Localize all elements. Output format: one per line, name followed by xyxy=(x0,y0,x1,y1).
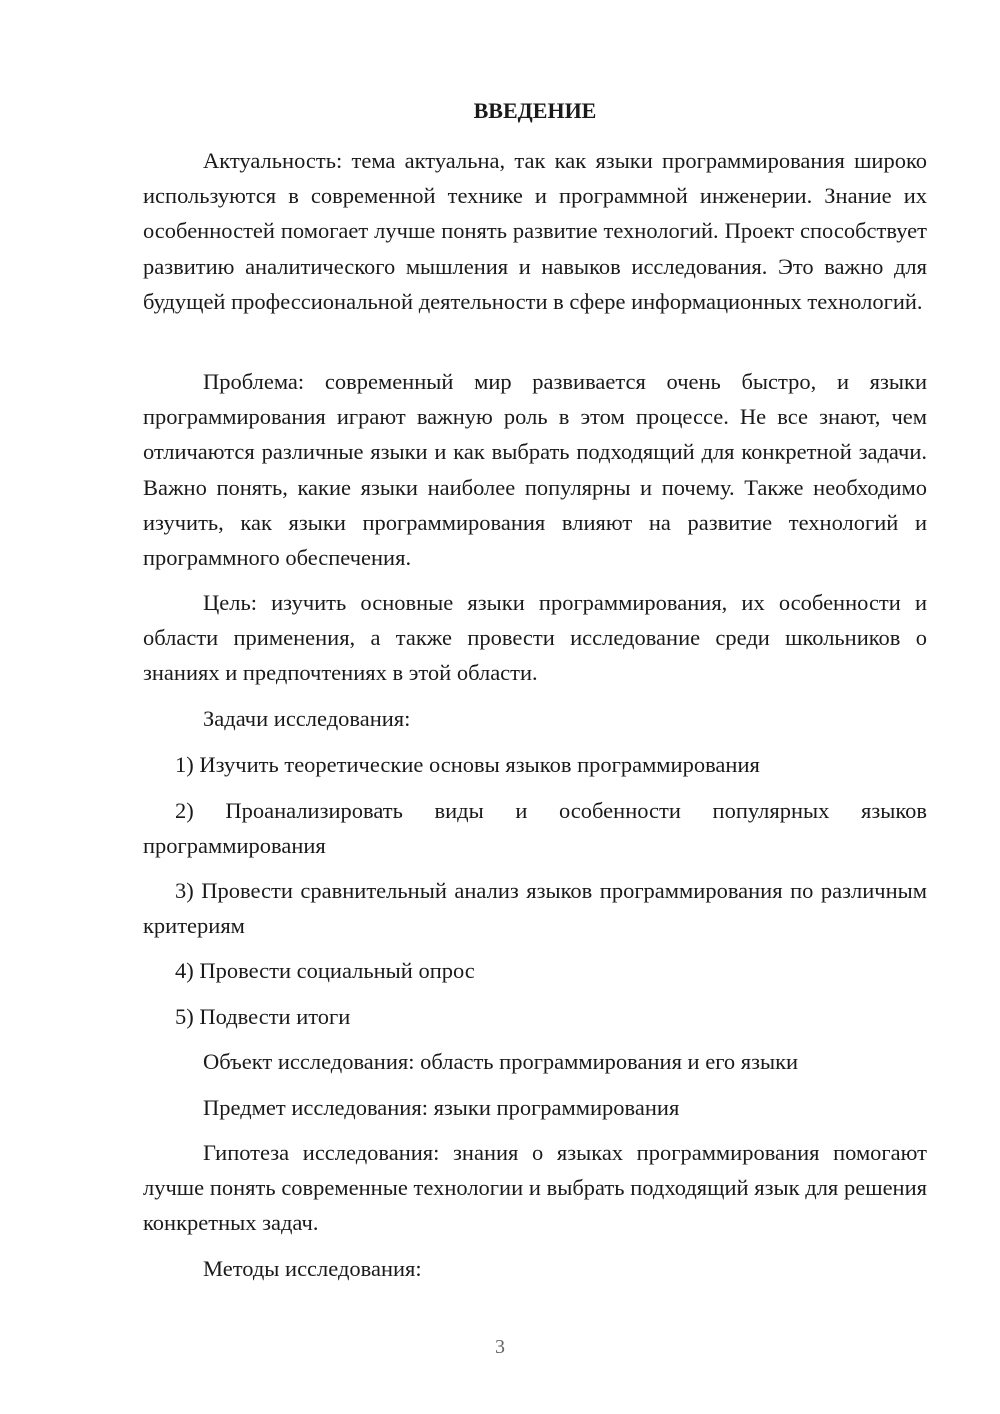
hypothesis-paragraph: Гипотеза исследования: знания о языках программирования помогают лучше понять современные технологии и выбрать подходящий язык для решения конкретных задач. xyxy=(143,1140,927,1236)
task-item-2: 2) Проанализировать виды и особенности популярных языков программирования xyxy=(143,798,927,859)
task-item-1: 1) Изучить теоретические основы языков программирования xyxy=(175,752,760,777)
page-title: ВВЕДЕНИЕ xyxy=(473,98,597,123)
subject-paragraph: Предмет исследования: языки программирования xyxy=(203,1095,680,1120)
task-item-4: 4) Провести социальный опрос xyxy=(175,958,475,983)
problem-paragraph: Проблема: современный мир развивается очень быстро, и языки программирования играют важную роль в этом процессе. Не все знают, чем отличаются различные языки и как выбрать подходящий для конкретной задачи. Важно понять, какие языки наиболее популярны и почему. Также необходимо изучить, как языки программирования влияют на развитие технологий и программного обеспечения. xyxy=(143,369,927,571)
page-number: 3 xyxy=(495,1336,505,1358)
goal-paragraph: Цель: изучить основные языки программирования, их особенности и области применения, а также провести исследование среди школьников о знаниях и предпочтениях в этой области. xyxy=(143,590,927,686)
methods-heading: Методы исследования: xyxy=(203,1256,422,1281)
task-item-5: 5) Подвести итоги xyxy=(175,1004,351,1029)
tasks-heading: Задачи исследования: xyxy=(203,706,411,731)
object-paragraph: Объект исследования: область программирования и его языки xyxy=(203,1049,799,1074)
task-item-3: 3) Провести сравнительный анализ языков программирования по различным критериям xyxy=(143,878,927,939)
relevance-paragraph: Актуальность: тема актуальна, так как языки программирования широко используются в современной технике и программной инженерии. Знание их особенностей помогает лучше понять развитие технологий. Проект способствует развитию аналитического мышления и навыков исследования. Это важно для будущей профессиональной деятельности в сфере информационных технологий. xyxy=(143,148,927,314)
